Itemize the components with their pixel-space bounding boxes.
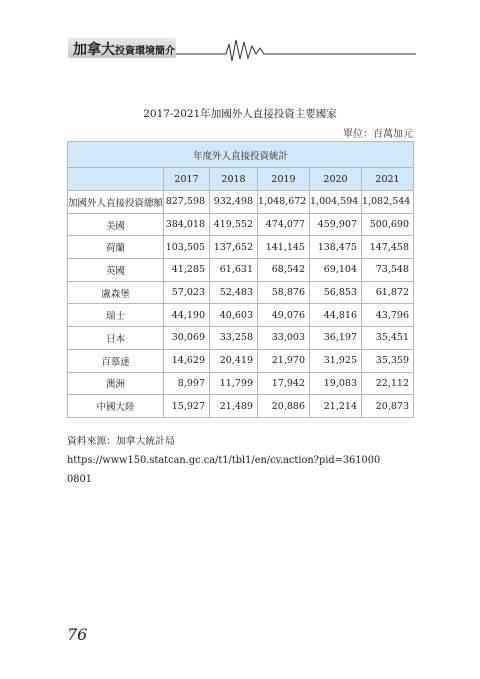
value-cell: 21,970 xyxy=(258,349,310,372)
country-cell: 百慕達 xyxy=(68,349,164,372)
value-cell: 41,285 xyxy=(164,259,210,282)
year-header: 2019 xyxy=(258,168,310,191)
table-row xyxy=(68,349,414,372)
value-cell: 43,796 xyxy=(362,304,414,327)
source-url-continuation: 0801 xyxy=(67,474,92,485)
value-cell: 384,018 xyxy=(164,213,210,236)
value-cell: 30,069 xyxy=(164,327,210,350)
source-label: 資料來源：加拿大統計局 xyxy=(67,436,175,447)
value-cell: 21,489 xyxy=(210,395,258,418)
table-row xyxy=(68,191,414,214)
table-row xyxy=(68,281,414,304)
year-header: 2021 xyxy=(362,168,414,191)
group-header-cell: 年度外人直接投資統計 xyxy=(68,142,414,168)
unit-label: 單位：百萬加元 xyxy=(343,129,413,140)
value-cell: 500,690 xyxy=(362,213,414,236)
value-cell: 20,419 xyxy=(210,349,258,372)
country-cell: 美國 xyxy=(68,213,164,236)
table-row xyxy=(68,327,414,350)
value-cell: 68,542 xyxy=(258,259,310,282)
heartbeat-line-decoration xyxy=(176,34,416,64)
value-cell: 1,082,544 xyxy=(362,191,414,214)
country-cell: 英國 xyxy=(68,259,164,282)
value-cell: 1,004,594 xyxy=(310,191,362,214)
value-cell: 35,359 xyxy=(362,349,414,372)
value-cell: 147,458 xyxy=(362,236,414,259)
value-cell: 20,886 xyxy=(258,395,310,418)
country-cell: 盧森堡 xyxy=(68,281,164,304)
table-caption: 2017-2021年加國外人直接投資主要國家 xyxy=(143,108,337,120)
value-cell: 14,629 xyxy=(164,349,210,372)
header-title-main: 加拿大 xyxy=(73,42,115,58)
value-cell: 35,451 xyxy=(362,327,414,350)
year-header: 2018 xyxy=(210,168,258,191)
header-title-sub: 投資環境簡介 xyxy=(115,46,175,57)
value-cell: 19,083 xyxy=(310,372,362,395)
value-cell: 474,077 xyxy=(258,213,310,236)
value-cell: 17,942 xyxy=(258,372,310,395)
table-row xyxy=(68,236,414,259)
value-cell: 141,145 xyxy=(258,236,310,259)
year-header: 2017 xyxy=(164,168,210,191)
country-cell: 澳洲 xyxy=(68,372,164,395)
source-url: https://www150.statcan.gc.ca/t1/tbl1/en/cv.action?pid=361000 xyxy=(67,455,381,466)
table-row xyxy=(68,304,414,327)
value-cell: 33,003 xyxy=(258,327,310,350)
country-cell: 瑞士 xyxy=(68,304,164,327)
value-cell: 61,631 xyxy=(210,259,258,282)
table-group-header-row xyxy=(68,142,414,168)
value-cell: 15,927 xyxy=(164,395,210,418)
year-header: 2020 xyxy=(310,168,362,191)
value-cell: 459,907 xyxy=(310,213,362,236)
value-cell: 57,023 xyxy=(164,281,210,304)
country-cell: 中國大陸 xyxy=(68,395,164,418)
value-cell: 69,104 xyxy=(310,259,362,282)
value-cell: 1,048,672 xyxy=(258,191,310,214)
value-cell: 40,603 xyxy=(210,304,258,327)
country-cell: 加國外人直接投資總額 xyxy=(68,191,164,214)
value-cell: 44,190 xyxy=(164,304,210,327)
page-number: 76 xyxy=(67,625,88,644)
country-cell: 荷蘭 xyxy=(68,236,164,259)
fdi-table xyxy=(67,141,414,418)
value-cell: 33,258 xyxy=(210,327,258,350)
value-cell: 932,498 xyxy=(210,191,258,214)
value-cell: 419,552 xyxy=(210,213,258,236)
value-cell: 103,505 xyxy=(164,236,210,259)
value-cell: 52,483 xyxy=(210,281,258,304)
table-row xyxy=(68,372,414,395)
value-cell: 36,197 xyxy=(310,327,362,350)
table-row xyxy=(68,259,414,282)
page-header xyxy=(0,34,480,64)
value-cell: 31,925 xyxy=(310,349,362,372)
value-cell: 827,598 xyxy=(164,191,210,214)
table-row xyxy=(68,213,414,236)
source-note xyxy=(67,432,417,489)
value-cell: 73,548 xyxy=(362,259,414,282)
year-header-row xyxy=(68,168,414,191)
value-cell: 56,853 xyxy=(310,281,362,304)
country-cell: 日本 xyxy=(68,327,164,350)
table-row xyxy=(68,395,414,418)
header-title xyxy=(73,39,175,59)
value-cell: 58,876 xyxy=(258,281,310,304)
value-cell: 8,997 xyxy=(164,372,210,395)
value-cell: 44,816 xyxy=(310,304,362,327)
value-cell: 49,076 xyxy=(258,304,310,327)
value-cell: 11,799 xyxy=(210,372,258,395)
value-cell: 138,475 xyxy=(310,236,362,259)
value-cell: 22,112 xyxy=(362,372,414,395)
corner-cell xyxy=(68,168,164,191)
value-cell: 21,214 xyxy=(310,395,362,418)
value-cell: 20,873 xyxy=(362,395,414,418)
value-cell: 137,652 xyxy=(210,236,258,259)
value-cell: 61,872 xyxy=(362,281,414,304)
